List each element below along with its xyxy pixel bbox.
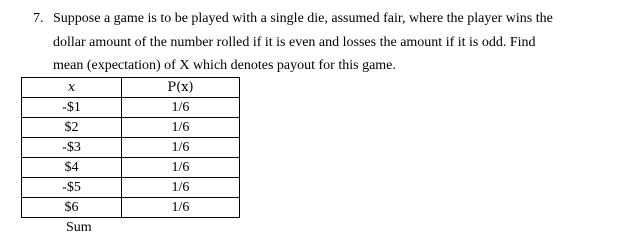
probability-cell: 1/6 [122,198,240,218]
table-header-row [22,78,240,98]
table-row [22,158,240,178]
x-value-cell: $2 [22,118,122,138]
probability-cell: 1/6 [122,118,240,138]
probability-table [21,77,240,218]
x-value-cell: -$3 [22,138,122,158]
table-row [22,118,240,138]
probability-cell: 1/6 [122,158,240,178]
table-row [22,98,240,118]
question-text-line-3: mean (expectation) of X which denotes payout for this game. [53,58,396,73]
table-row [22,178,240,198]
probability-cell: 1/6 [122,138,240,158]
question-text-line-2: dollar amount of the number rolled if it is even and losses the amount if it is odd. Find [53,35,536,50]
x-value-cell: -$5 [22,178,122,198]
table-row [22,138,240,158]
question-text-line-1: Suppose a game is to be played with a single die, assumed fair, where the player wins the [53,11,553,26]
sum-label: Sum [66,220,92,235]
probability-cell: 1/6 [122,178,240,198]
question-number: 7. [33,11,44,26]
probability-cell: 1/6 [122,98,240,118]
x-value-cell: $4 [22,158,122,178]
x-value-cell: -$1 [22,98,122,118]
column-header-x: x [22,78,122,98]
table-row [22,198,240,218]
x-value-cell: $6 [22,198,122,218]
column-header-px: P(x) [122,78,240,98]
